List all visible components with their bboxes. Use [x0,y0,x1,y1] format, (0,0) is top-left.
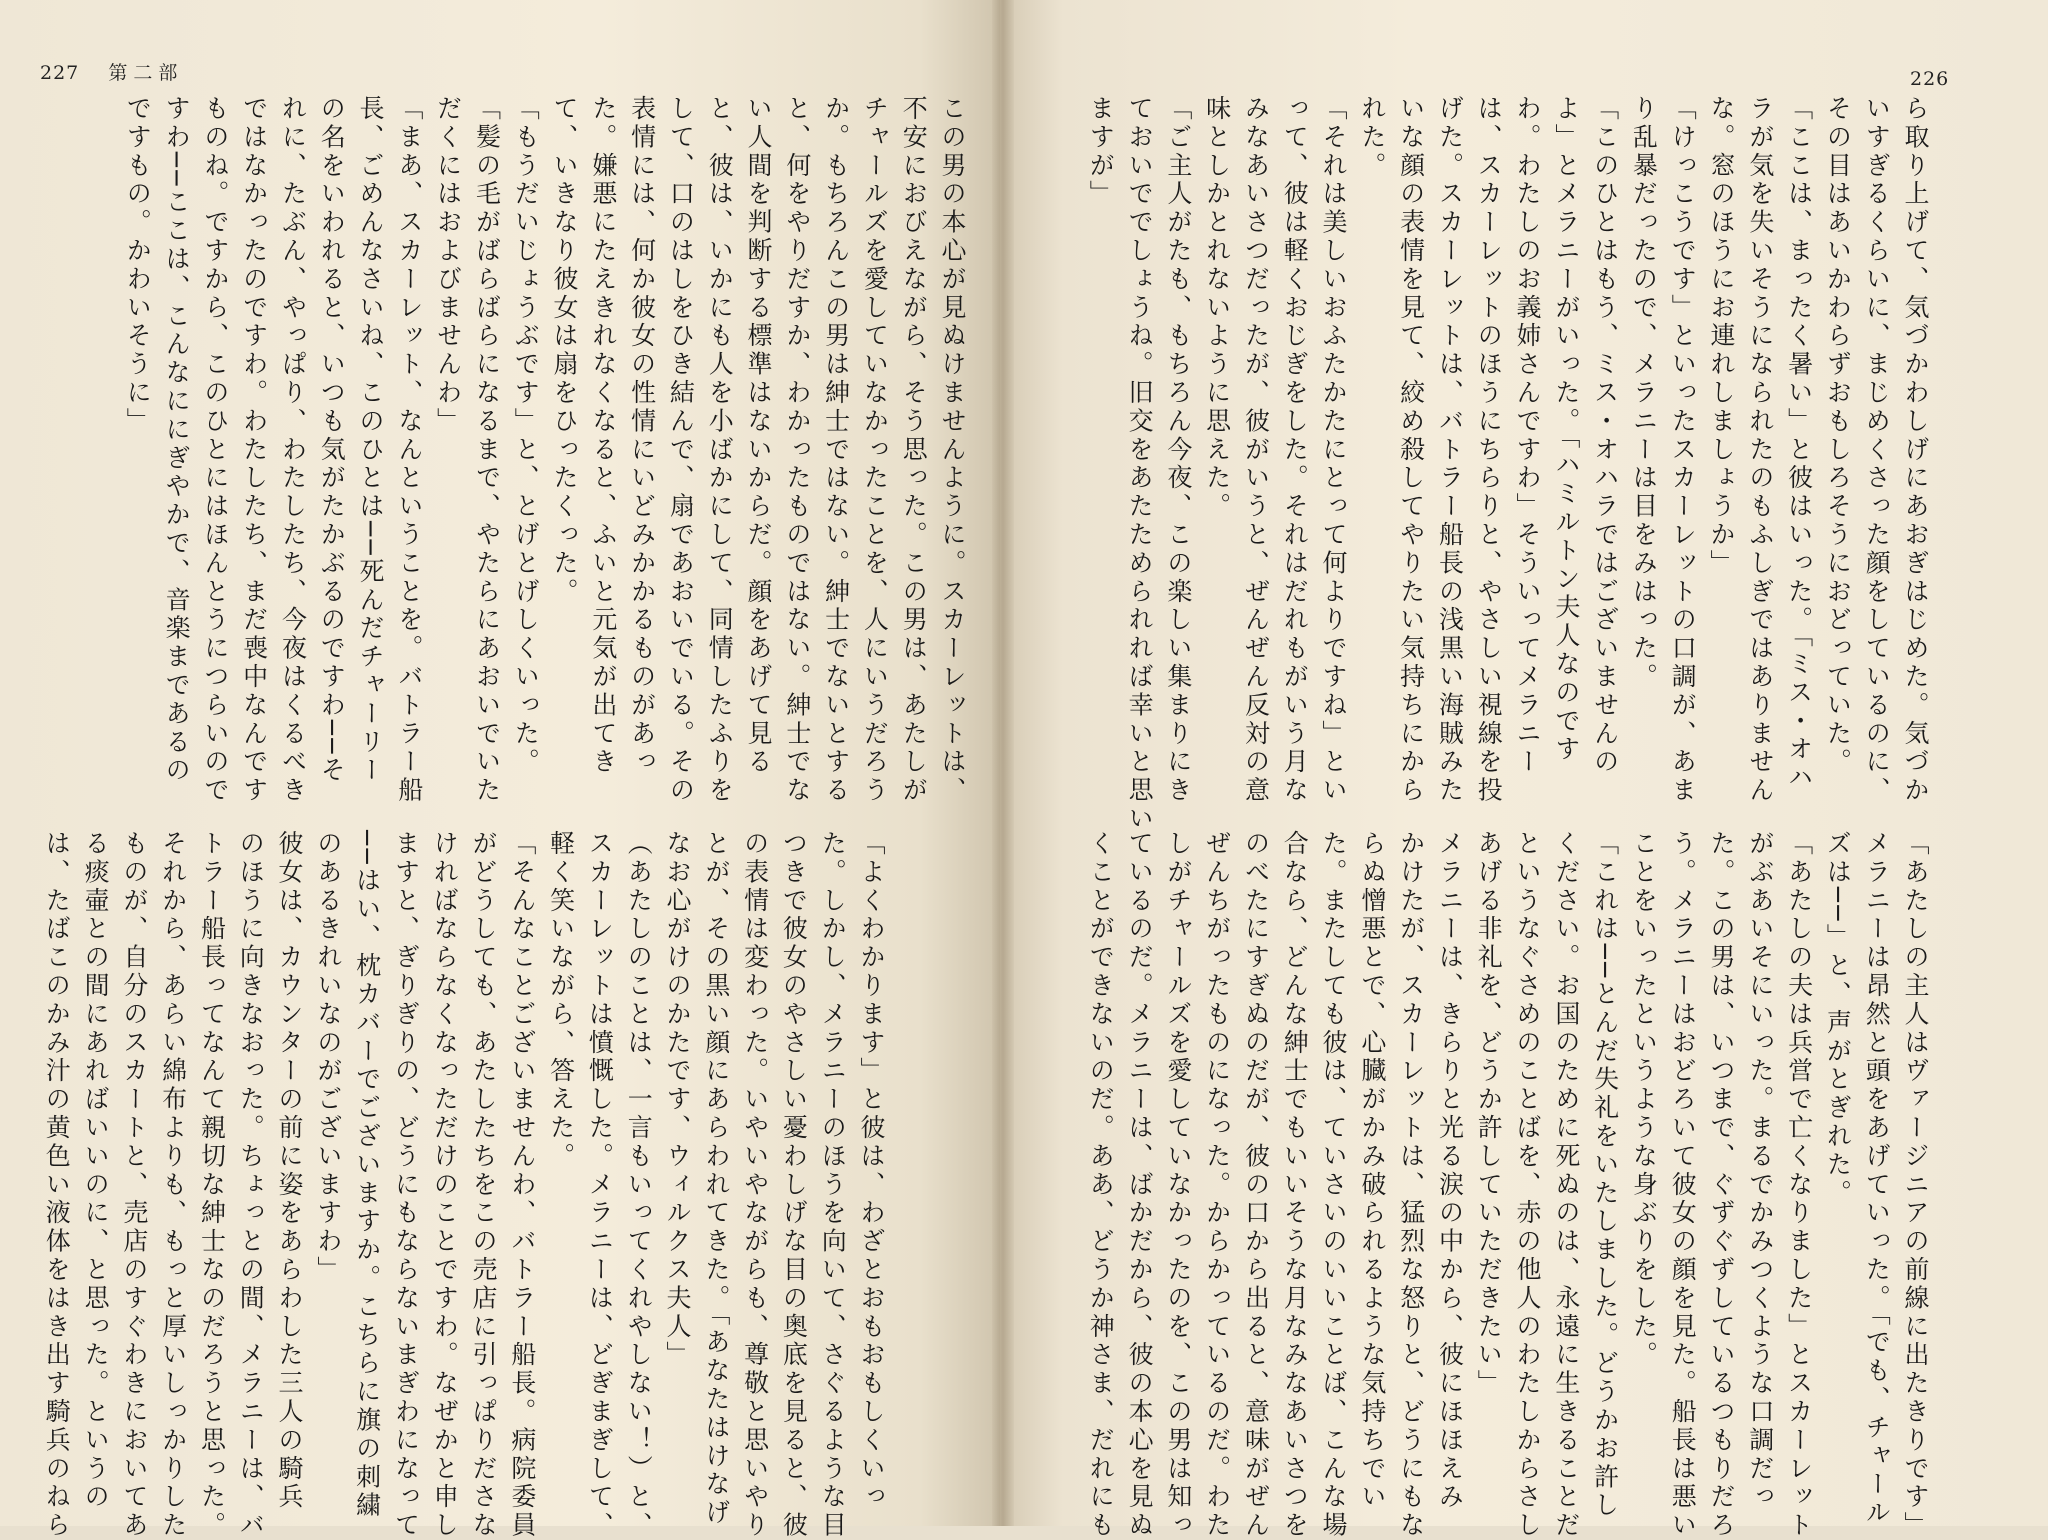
text-column: か。もちろんこの男は紳士ではない。紳士でないとする [821,95,851,805]
text-column: の名をいわれると、いつも気がたかぶるのですわ──そ [317,95,347,786]
text-column: ら取り上げて、気づかわしげにあおぎはじめた。気づか [1901,95,1930,805]
text-column: とが、その黒い顔にあらわれてきた。「あなたはけなげ [701,830,731,1528]
text-column: 「そんなことございませんわ、バトラー船長。病院委員 [507,830,537,1540]
text-column: メラニーは、きらりと光る涙の中から、彼にほほえみ [1435,830,1465,1512]
text-column: た。嫌悪にたえきれなくなると、ふいと元気が出てき [588,95,618,777]
text-column: あげる非礼を、どうか許していただきたい」 [1474,830,1504,1398]
left-page-top-text-block [78,95,971,805]
part-title: 第二部 [108,62,184,84]
text-column: ──はい、枕カバーでございますか。こちらに旗の刺繍 [352,830,382,1521]
text-column: その目はあいかわらずおもしろそうにおどっていた。 [1823,95,1853,777]
text-column: り乱暴だったので、メラニーは目をみはった。 [1629,95,1659,692]
text-column: と、彼は、いかにも人を小ばかにして、同情したふりを [705,95,735,805]
text-column: しがチャールズを愛していなかったのを、この男は知っ [1163,830,1193,1540]
text-column: つきで彼女のやさしい憂わしげな目の奥底を見ると、彼 [779,830,809,1540]
text-column: 「それは美しいおふたかたにとって何よりですね」とい [1319,95,1349,805]
text-column: ますが」 [1086,95,1116,209]
right-page-bottom-text-block [1086,830,1934,1540]
text-column: トラー船長ってなんて親切な紳士なのだろうと思った。 [197,830,227,1540]
text-column: のべたにすぎぬのだが、彼の口から出ると、意味がぜん [1241,830,1271,1540]
text-column: くことができないのだ。ああ、どうか神さま、だれにも [1086,830,1116,1540]
text-column: は、たばこのかみ汁の黄色い液体をはき出す騎兵のねら [42,830,72,1540]
text-column: いな顔の表情を見て、絞め殺してやりたい気持ちにから [1396,95,1426,805]
right-page-number: 226 [1910,68,1950,90]
text-column: がどうしても、あたしたちをこの売店に引っぱりださな [469,830,499,1540]
left-page-header [40,58,183,85]
text-column: な。窓のほうにお連れしましょうか」 [1707,95,1737,578]
text-column: スカーレットは憤慨した。メラニーは、どぎまぎして、 [585,830,615,1540]
text-column: のあるきれいなのがございますわ」 [313,830,343,1285]
text-column: らぬ憎悪とで、心臓がかみ破られるような気持ちでい [1357,830,1387,1512]
text-column: 「このひとはもう、ミス・オハラではございませんの [1590,95,1620,777]
text-column: ければならなくなっただけのことですわ。なぜかと申し [430,830,460,1540]
text-column: ものが、自分のスカートと、売店のすぐわきにおいてあ [119,830,149,1540]
text-column: と、何をやりだすか、わかったものではない。紳士でな [782,95,812,805]
text-column: 軽く笑いながら、答えた。 [546,830,576,1171]
left-page-number: 227 [40,62,80,84]
text-column: 「よくわかります」と彼は、わざとおもおもしくいっ [857,830,886,1512]
text-column: た。しかし、メラニーのほうを向いて、さぐるような目 [818,830,848,1540]
text-column: ください。お国のために死ぬのは、永遠に生きることだ [1551,830,1581,1540]
left-page-bottom-text-block [40,830,890,1540]
text-column: のほうに向きなおった。ちょっとの間、メラニーは、バ [236,830,266,1540]
text-column: 「ここは、まったく暑い」と彼はいった。「ミス・オハ [1784,95,1814,793]
text-column: して、口のはしをひき結んで、扇であおいでいる。その [666,95,696,805]
text-column: 味としかとれないように思えた。 [1202,95,1232,521]
text-column: 「まあ、スカーレット、なんということを。バトラー船 [394,95,424,805]
text-column: みなあいさつだったが、彼がいうと、ぜんぜん反対の意 [1241,95,1271,805]
text-column: チャールズを愛していなかったことを、人にいうだろう [860,95,890,805]
text-column: て、いきなり彼女は扇をひったくった。 [550,95,580,607]
right-page-header [1910,68,1949,90]
text-column: ですもの。かわいそうに」 [123,95,153,436]
text-column: げた。スカーレットは、バトラー船長の浅黒い海賊みた [1435,95,1465,805]
text-column: 不安におびえながら、そう思った。この男は、あたしが [899,95,929,805]
text-column: がぶあいそにいった。まるでかみつくような口調だっ [1745,830,1775,1512]
text-column: 「これは──とんだ失礼をいたしました。どうかお許し [1590,830,1620,1521]
text-column: う。メラニーはおどろいて彼女の顔を見た。船長は悪い [1668,830,1698,1540]
text-column: というなぐさめのことばを、赤の他人のわたしからさし [1513,830,1543,1540]
text-column: って、彼は軽くおじぎをした。それはだれもがいう月な [1280,95,1310,805]
text-column: メラニーは昂然と頭をあげていった。「でも、チャール [1862,830,1892,1528]
text-column: この男の本心が見ぬけませんように。スカーレットは、 [938,95,967,805]
text-column: の表情は変わった。いやいやながらも、尊敬と思いやり [740,830,770,1540]
text-column: 合なら、どんな紳士でもいいそうな月なみなあいさつを [1280,830,1310,1540]
text-column: かけたが、スカーレットは、猛烈な怒りと、どうにもな [1396,830,1426,1540]
text-column: い人間を判断する標準はないからだ。顔をあげて見る [744,95,774,777]
text-column: 彼女は、カウンターの前に姿をあらわした三人の騎兵 [275,830,305,1512]
text-column: だくにはおよびませんわ」 [433,95,463,436]
text-column: （あたしのことは、一言もいってくれやしない！）と、 [624,830,654,1540]
text-column: 長、ごめんなさいね、このひとは──死んだチャーリー [356,95,386,786]
text-column: ますと、ぎりぎりの、どうにもならないまぎわになって [391,830,421,1540]
text-column: 「あたしの夫は兵営で亡くなりました」とスカーレット [1784,830,1814,1540]
text-column: れた。 [1357,95,1387,181]
text-column: れに、たぶん、やっぱり、わたしたち、今夜はくるべき [278,95,308,805]
text-column: わ。わたしのお義姉さんですわ」そういってメラニー [1513,95,1543,777]
text-column: なお心がけのかたです、ウィルクス夫人」 [663,830,693,1370]
text-column: ぜんちがったものになった。からかっているのだ。わた [1202,830,1232,1540]
text-column: た。またしても彼は、ていさいのいいことば、こんな場 [1319,830,1349,1540]
text-column: 「ご主人がたも、もちろん今夜、この楽しい集まりにき [1163,95,1193,805]
text-column: ておいででしょうね。旧交をあたためられれば幸いと思い [1125,95,1155,834]
text-column: 「髪の毛がばらばらになるまで、やたらにあおいでいた [472,95,502,805]
text-column: ことをいったというような身ぶりをした。 [1629,830,1659,1370]
text-column: いすぎるくらいに、まじめくさった顔をしているのに、 [1862,95,1892,805]
text-column: それから、あらい綿布よりも、もっと厚いしっかりした [158,830,188,1540]
text-column: ズは──」と、声がとぎれた。 [1823,830,1853,1208]
book-gutter [992,0,1014,1526]
text-column: ラが気を失いそうになられたのもふしぎではありません [1745,95,1775,805]
text-column: は、スカーレットのほうにちらりと、やさしい視線を投 [1474,95,1504,805]
text-column: よ」とメラニーがいった。「ハミルトン夫人なのです [1551,95,1581,765]
text-column: ているのだ。メラニーは、ばかだから、彼の本心を見ぬ [1125,830,1155,1540]
text-column: 「もうだいじょうぶです」と、とげとげしくいった。 [511,95,541,777]
text-column: た。この男は、いつまで、ぐずぐずしているつもりだろ [1707,830,1737,1540]
text-column: 「けっこうです」といったスカーレットの口調が、あま [1668,95,1698,805]
text-column: 表情には、何か彼女の性情にいどみかかるものがあっ [627,95,657,777]
text-column: 「あたしの主人はヴァージニアの前線に出たきりです」 [1901,830,1930,1540]
right-page-top-text-block [1086,95,1934,834]
text-column: ではなかったのですわ。わたしたち、まだ喪中なんです [239,95,269,805]
text-column: る痰壷との間にあればいいのに、と思った。というの [81,830,111,1512]
text-column: ものね。ですから、このひとにはほんとうにつらいので [200,95,230,805]
text-column: すわ──ここは、こんなににぎやかで、音楽まであるの [162,95,192,786]
